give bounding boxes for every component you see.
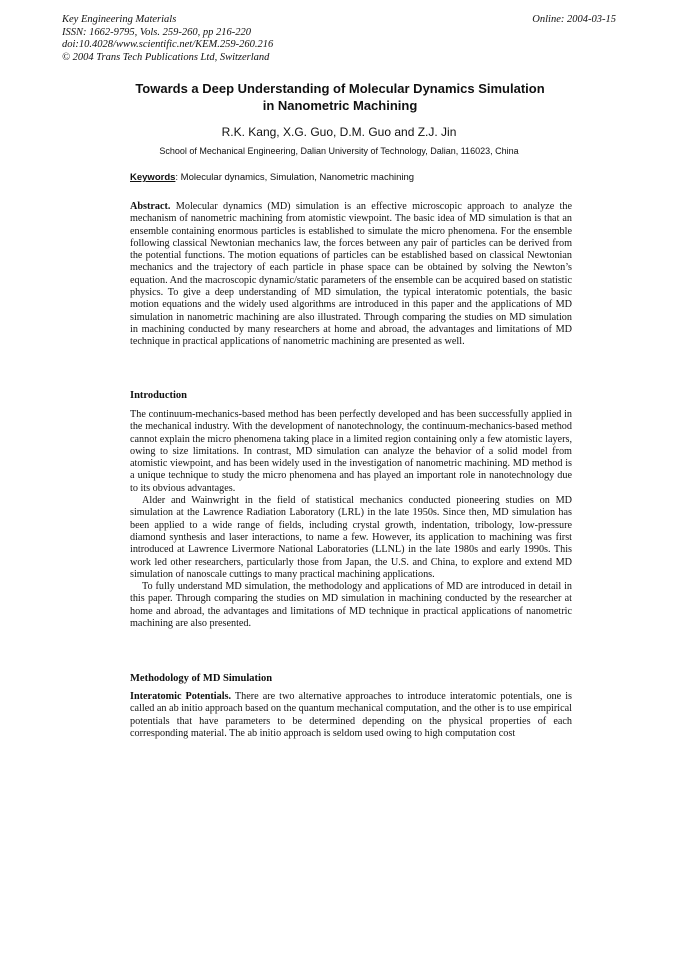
- authors: R.K. Kang, X.G. Guo, D.M. Guo and Z.J. Jin: [221, 125, 457, 139]
- keywords: [130, 172, 414, 183]
- methodology-heading: Methodology of MD Simulation: [130, 673, 273, 684]
- intro-heading: Introduction: [130, 390, 187, 401]
- introduction: [130, 409, 572, 630]
- intro-paragraph-1: The continuum-mechanics-based method has been perfectly developed and has been successfully applied in the mechanical industry. With the development of nanotechnology, the continuum-mechanics-based method cannot explain the micro phenomena taking place in a limited region containing only a few atomistic layers, owing to size limitations. In contrast, MD simulation can analyze the behavior of a solid model from atomistic viewpoint, and has been widely used in the investigation of nanometric machining. MD method is a unique technique to study the micro phenomena and has played an important role in nanotechnology due to its obvious advantages.: [130, 409, 572, 494]
- journal-header: [62, 14, 273, 64]
- methodology: [130, 691, 572, 740]
- affiliation: School of Mechanical Engineering, Dalian University of Technology, Dalian, 116023, China: [159, 146, 519, 156]
- online-date: Online: 2004-03-15: [532, 14, 616, 25]
- methodology-label: Interatomic Potentials.: [130, 691, 232, 702]
- issn-line: ISSN: 1662-9795, Vols. 259-260, pp 216-220: [62, 26, 251, 38]
- keywords-text: : Molecular dynamics, Simulation, Nanometric machining: [175, 172, 415, 183]
- copyright-line: © 2004 Trans Tech Publications Ltd, Switzerland: [62, 51, 270, 63]
- abstract-label: Abstract.: [130, 201, 171, 212]
- paper-title: [100, 80, 580, 114]
- abstract: [130, 201, 572, 349]
- doi-line: doi:10.4028/www.scientific.net/KEM.259-260.216: [62, 39, 274, 50]
- keywords-label: Keywords: [130, 172, 176, 183]
- intro-paragraph-2: Alder and Wainwright in the field of statistical mechanics conducted pioneering studies on MD simulation at the Lawrence Radiation Laboratory (LRL) in the late 1950s. Since then, MD simulation has been applied to a wide range of fields, including crystal growth, indentation, tribology, low-pressure diamond synthesis and laser interactions, to name a few. However, its application to machining was first introduced at Lawrence Livermore National Laboratories (LLNL) in the late 1980s and early 1990s. This work led other researchers, particularly those from Japan, the U.S. and China, to explore and extend MD simulation of nanoscale cuttings to many practical machining applications.: [130, 495, 572, 580]
- methodology-text: There are two alternative approaches to introduce interatomic potentials, one is called an ab initio approach based on the quantum mechanical computation, and the other is to use empirical potentials that have parameters to be determined depending on the physical properties of each corresponding material. The ab initio approach is seldom used owing to high computation cost: [130, 691, 572, 739]
- intro-paragraph-3: To fully understand MD simulation, the methodology and applications of MD are introduced in detail in this paper. Through comparing the studies on MD simulation in machining conducted by the researcher at home and abroad, the advantages and limitations of MD technique in practical applications of nanometric machining are also presented.: [130, 581, 572, 630]
- title-line-1: Towards a Deep Understanding of Molecular Dynamics Simulation: [135, 81, 545, 96]
- title-line-2: in Nanometric Machining: [262, 98, 418, 113]
- journal-name: Key Engineering Materials: [62, 14, 177, 25]
- abstract-text: Molecular dynamics (MD) simulation is an effective microscopic approach to analyze the mechanism of nanometric machining from atomistic viewpoint. The basic idea of MD simulation is that an ensemble containing enormous particles is established to simulate the micro phenomena. For the ensemble following classical Newtonian mechanics law, the forces between any pair of particles can be derived from the potential functions. The motion equations of particles can be established based on classical Newtonian mechanics and the trajectory of each particle in phase space can be obtained by solving the Newton’s equation. And the macroscopic dynamic/static parameters of the ensemble can be acquired based on statistic physics. To give a deep understanding of MD simulation, the typical interatomic potentials, the basic motion equations and the widely used algorithms are introduced in this paper and the applications of MD simulation in nanometric machining are also illustrated. Through comparing the studies on MD simulation in machining conducted by many researchers at home and abroad, the advantages and limitations of MD technique in practical applications of nanometric machining are presented as well.: [130, 201, 572, 348]
